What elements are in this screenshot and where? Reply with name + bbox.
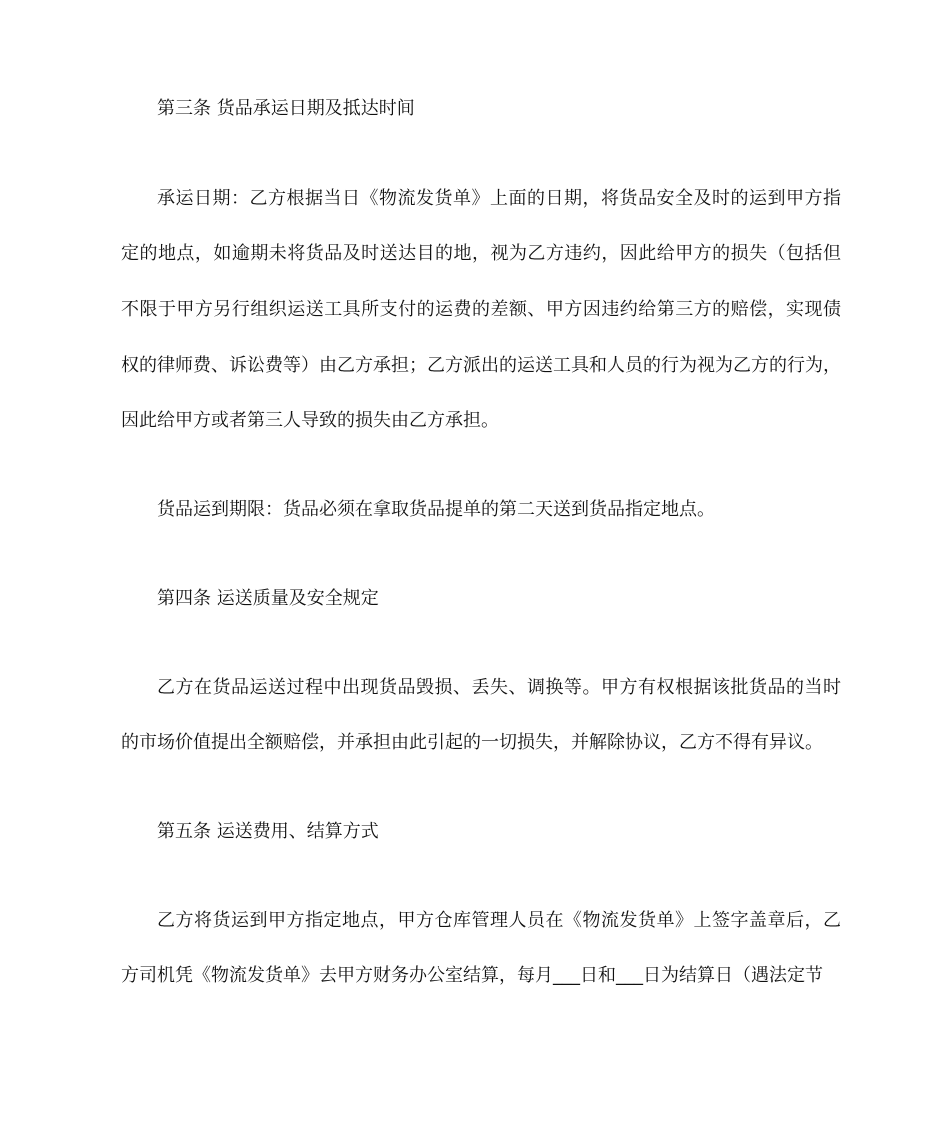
section-5-para-1-line-1: 乙方将货运到甲方指定地点，甲方仓库管理人员在《物流发货单》上签字盖章后，乙 [157,910,841,931]
section-3-para-1-line-2: 定的地点，如逾期未将货品及时送达目的地，视为乙方违约，因此给甲方的损失（包括但 [121,243,841,264]
section-4-heading: 第四条 运送质量及安全规定 [157,588,379,609]
section-4-para-1-line-2: 的市场价值提出全额赔偿，并承担由此引起的一切损失，并解除协议，乙方不得有异议。 [121,732,823,753]
section-3-para-1-line-3: 不限于甲方另行组织运送工具所支付的运费的差额、甲方因违约给第三方的赔偿，实现债 [121,299,841,320]
section-3-para-1-line-5: 因此给甲方或者第三人导致的损失由乙方承担。 [121,410,499,431]
section-3-para-2: 货品运到期限：货品必须在拿取货品提单的第二天送到货品指定地点。 [157,499,715,520]
section-3-heading: 第三条 货品承运日期及抵达时间 [157,98,415,119]
section-5-para-1-line-2: 方司机凭《物流发货单》去甲方财务办公室结算，每月___日和___日为结算日（遇法定节 [121,965,823,986]
section-4-para-1-line-1: 乙方在货品运送过程中出现货品毁损、丢失、调换等。甲方有权根据该批货品的当时 [157,677,841,698]
section-3-para-1-line-1: 承运日期：乙方根据当日《物流发货单》上面的日期，将货品安全及时的运到甲方指 [157,188,841,209]
section-5-heading: 第五条 运送费用、结算方式 [157,821,379,842]
section-3-para-1-line-4: 权的律师费、诉讼费等）由乙方承担；乙方派出的运送工具和人员的行为视为乙方的行为， [121,355,841,376]
